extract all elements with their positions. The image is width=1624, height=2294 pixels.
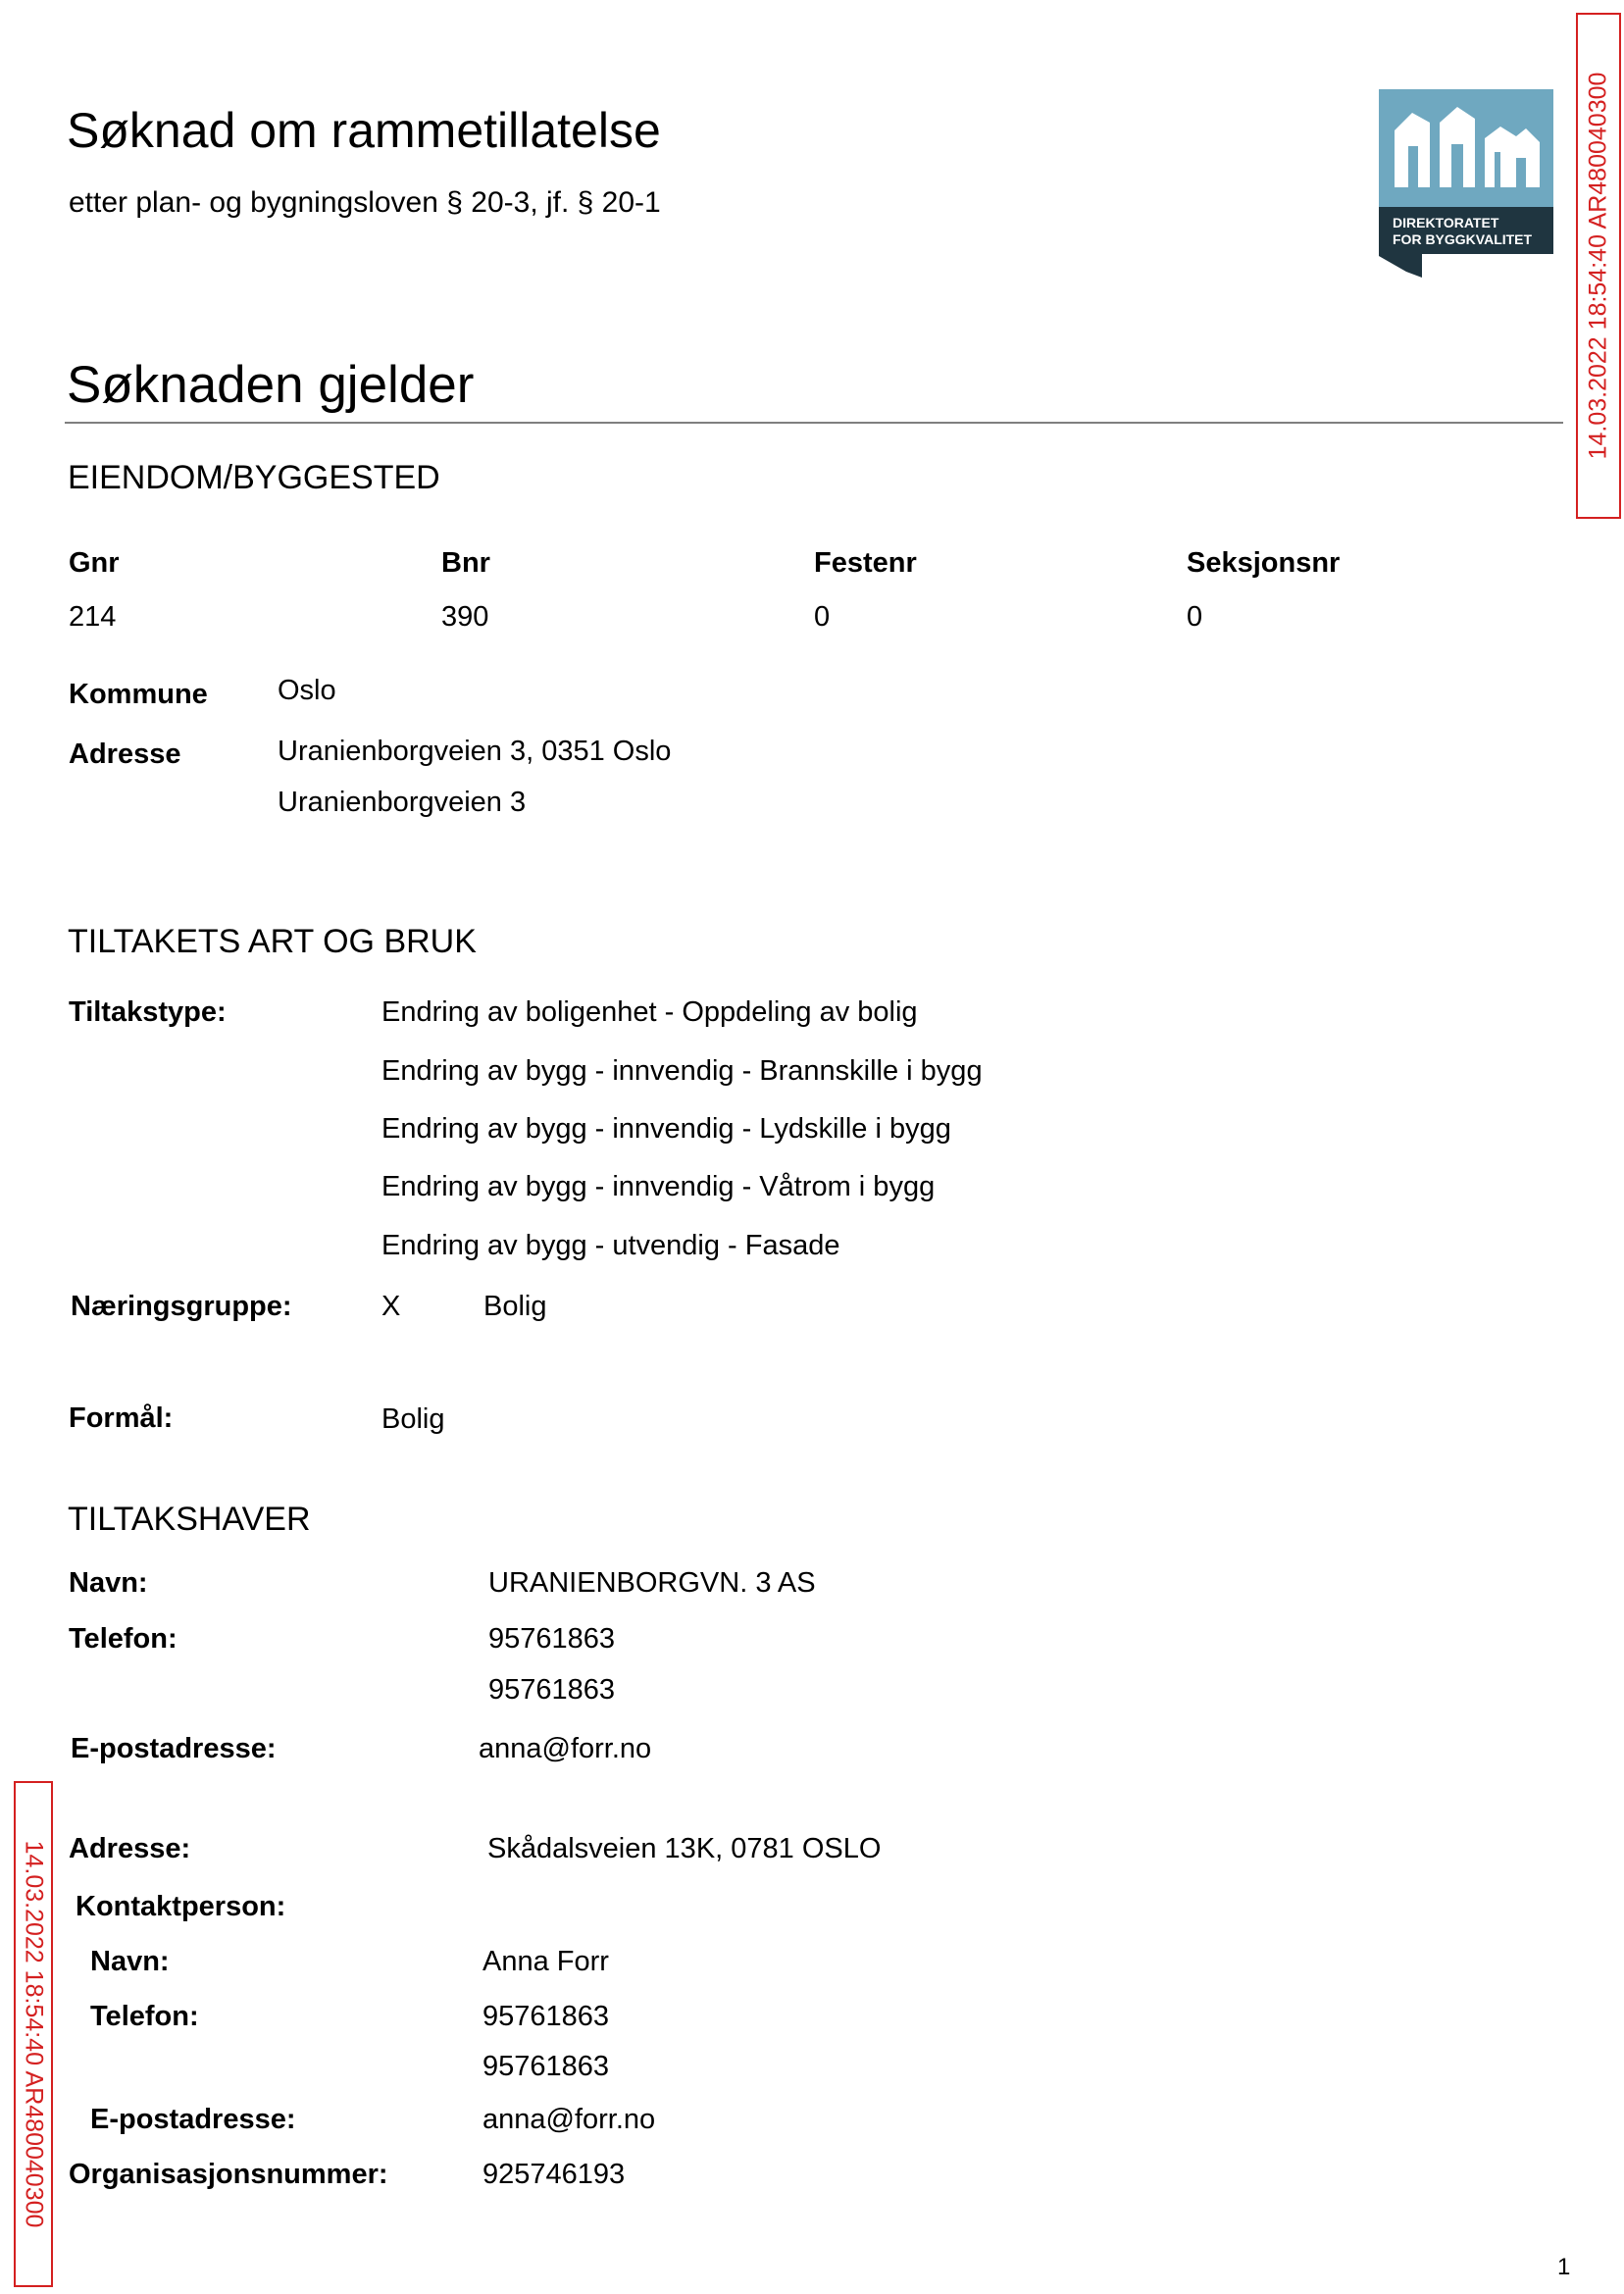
tiltakstype-item: Endring av bygg - innvendig - Lydskille i bygg	[381, 1113, 951, 1145]
kontakt-telefon-value: 95761863	[482, 2001, 610, 2032]
telefon-value: 95761863	[488, 1623, 616, 1655]
document-subtitle: etter plan- og bygningsloven § 20-3, jf. § 20-1	[69, 186, 661, 219]
page-number: 1	[1557, 2254, 1571, 2280]
kontakt-epost-label: E-postadresse:	[90, 2104, 296, 2135]
gnr-value: 214	[69, 601, 117, 633]
kontakt-telefon-label: Telefon:	[90, 2001, 199, 2032]
logo-text-line2: FOR BYGGKVALITET	[1393, 231, 1533, 247]
kontaktperson-label: Kontaktperson:	[76, 1891, 286, 1922]
naeringsgruppe-value: Bolig	[483, 1291, 547, 1322]
telefon-value: 95761863	[488, 1674, 616, 1706]
seksjonsnr-value: 0	[1187, 601, 1203, 633]
tiltakstype-item: Endring av bygg - innvendig - Våtrom i bygg	[381, 1171, 936, 1202]
eiendom-section-title: EIENDOM/BYGGESTED	[68, 459, 440, 496]
orgnr-label: Organisasjonsnummer:	[69, 2159, 388, 2190]
tiltak-section-title: TILTAKETS ART OG BRUK	[68, 923, 477, 960]
kontakt-epost-value: anna@forr.no	[482, 2104, 656, 2135]
formaal-label: Formål:	[69, 1402, 174, 1434]
tiltakshaver-section-title: TILTAKSHAVER	[68, 1501, 311, 1538]
bnr-label: Bnr	[441, 547, 490, 579]
receipt-stamp-text: 14.03.2022 18:54:40 AR480040300	[1584, 72, 1612, 460]
tiltakshaver-adresse-label: Adresse:	[69, 1833, 191, 1864]
adresse-line: Uranienborgveien 3	[278, 787, 527, 818]
direktoratet-for-byggkvalitet-logo	[1379, 89, 1553, 278]
document-title: Søknad om rammetillatelse	[67, 103, 661, 158]
festenr-label: Festenr	[814, 547, 917, 579]
tiltakstype-item: Endring av boligenhet - Oppdeling av bolig	[381, 996, 918, 1028]
tiltakshaver-adresse-value: Skådalsveien 13K, 0781 OSLO	[487, 1833, 882, 1864]
epost-value: anna@forr.no	[479, 1733, 652, 1764]
adresse-line: Uranienborgveien 3, 0351 Oslo	[278, 736, 672, 767]
telefon-label: Telefon:	[69, 1623, 178, 1655]
orgnr-value: 925746193	[482, 2159, 626, 2190]
formaal-value: Bolig	[381, 1403, 445, 1435]
section-heading: Søknaden gjelder	[67, 356, 475, 414]
receipt-stamp-top	[1576, 13, 1621, 519]
kontakt-navn-label: Navn:	[90, 1946, 170, 1977]
receipt-stamp-text: 14.03.2022 18:54:40 AR480040300	[20, 1840, 48, 2228]
navn-value: URANIENBORGVN. 3 AS	[488, 1567, 816, 1599]
tiltakstype-item: Endring av bygg - innvendig - Brannskille i bygg	[381, 1055, 983, 1087]
kontakt-telefon-value: 95761863	[482, 2051, 610, 2082]
naeringsgruppe-label: Næringsgruppe:	[71, 1291, 292, 1322]
adresse-label: Adresse	[69, 739, 181, 770]
kommune-value: Oslo	[278, 675, 336, 706]
heading-divider	[65, 422, 1563, 424]
seksjonsnr-label: Seksjonsnr	[1187, 547, 1341, 579]
bnr-value: 390	[441, 601, 489, 633]
tiltakstype-label: Tiltakstype:	[69, 996, 227, 1028]
tiltakstype-item: Endring av bygg - utvendig - Fasade	[381, 1230, 840, 1261]
kontakt-navn-value: Anna Forr	[482, 1946, 609, 1977]
logo-text-line1: DIREKTORATET	[1393, 215, 1499, 230]
festenr-value: 0	[814, 601, 831, 633]
naeringsgruppe-code: X	[381, 1291, 401, 1322]
receipt-stamp-left	[14, 1781, 53, 2287]
kommune-label: Kommune	[69, 679, 208, 710]
navn-label: Navn:	[69, 1567, 148, 1599]
gnr-label: Gnr	[69, 547, 120, 579]
epost-label: E-postadresse:	[71, 1733, 277, 1764]
